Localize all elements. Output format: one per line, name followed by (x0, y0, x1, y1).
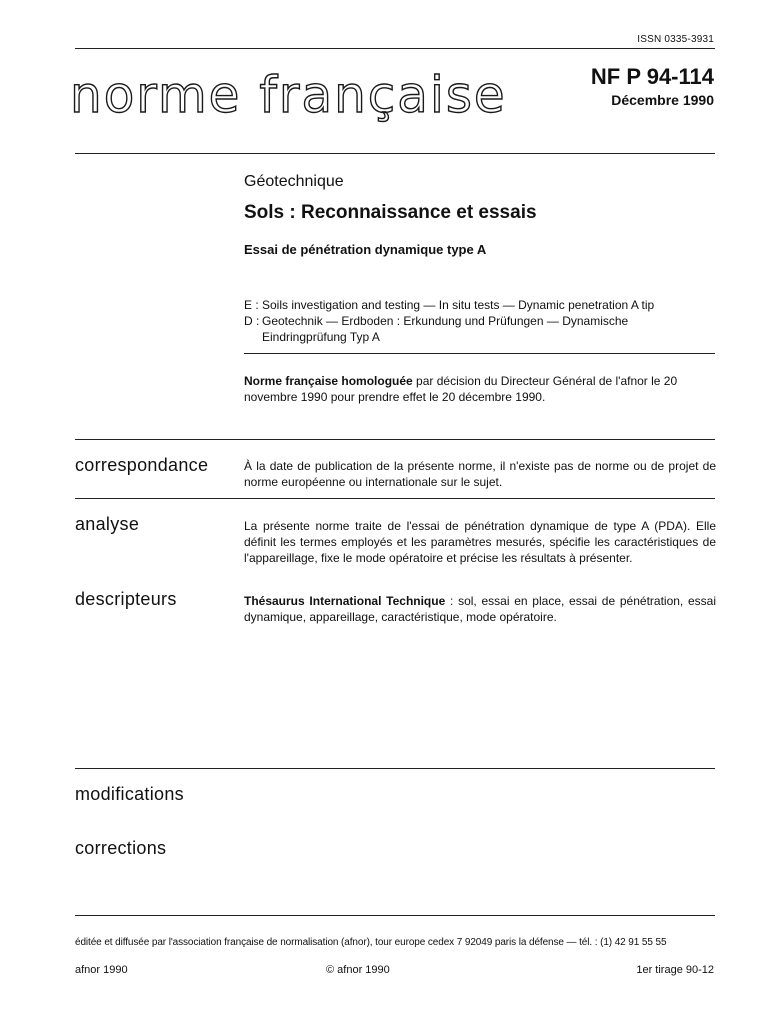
translation-text: Soils investigation and testing — In situ tests — Dynamic penetration A tip (262, 298, 655, 312)
issn-number: ISSN 0335-3931 (637, 34, 714, 45)
homologation-rule (75, 439, 715, 440)
translation-text: Geotechnik — Erdboden : Erkundung und Prüfungen — Dynamische (262, 314, 629, 328)
standard-date: Décembre 1990 (611, 92, 714, 108)
domain-heading: Géotechnique (244, 173, 344, 190)
homologation-notice (244, 373, 720, 405)
section-text-correspondance: À la date de publication de la présente norme, il n'existe pas de norme ou de projet de norme européenne ou internationale sur le sujet. (244, 459, 716, 489)
language-code: D : (244, 314, 260, 328)
homologation-bold: Norme française homologuée (244, 374, 413, 388)
descripteurs-bold: Thésaurus International Technique (244, 594, 446, 608)
section-text-analyse: La présente norme traite de l'essai de pénétration dynamique de type A (PDA). Elle définit les termes employés et les paramètres mesurés, spécifie les caractéristiques de l'appareillage, fixe le mode opératoire et précise les résultats à présenter. (244, 519, 716, 565)
printing-ordinal: 1er (636, 964, 653, 976)
standard-number: NF P 94-114 (590, 64, 714, 89)
section-text-descripteurs (244, 593, 716, 625)
language-code: E : (244, 298, 259, 312)
printing-text: tirage 90-12 (652, 964, 714, 976)
descripteurs-rule (75, 768, 715, 769)
document-title: Sols : Reconnaissance et essais (244, 202, 537, 223)
publisher-info: éditée et diffusée par l'association française de normalisation (afnor), tour europe cedex 7 92049 paris la défense — tél. : (1) 42 91 55 55 (75, 937, 667, 948)
descripteurs-text: : sol, essai en place, essai de pénétration, essai dynamique, appareillage, caractéristique, mode opératoire. (244, 594, 717, 624)
translation-text-continued: Eindringprüfung Typ A (262, 330, 380, 344)
footer-rule (75, 915, 715, 916)
translation-english (244, 297, 724, 313)
footer-copyright: © afnor 1990 (326, 964, 390, 976)
correspondance-rule (75, 498, 715, 499)
section-label-corrections: corrections (75, 838, 167, 858)
brand-title: norme française (70, 66, 507, 124)
footer-printing (636, 964, 714, 976)
homologation-text: par décision du Directeur Général de l'afnor le 20 novembre 1990 pour prendre effet le 20 décembre 1990. (244, 374, 678, 404)
translation-german (244, 313, 724, 345)
footer-left: afnor 1990 (75, 964, 128, 976)
translations-rule (244, 353, 715, 354)
section-label-modifications: modifications (75, 784, 184, 804)
section-label-descripteurs: descripteurs (75, 589, 177, 609)
section-label-correspondance: correspondance (75, 455, 209, 475)
top-rule (75, 48, 715, 49)
section-label-analyse: analyse (75, 514, 140, 534)
header-rule (75, 153, 715, 154)
document-subtitle: Essai de pénétration dynamique type A (244, 242, 487, 257)
